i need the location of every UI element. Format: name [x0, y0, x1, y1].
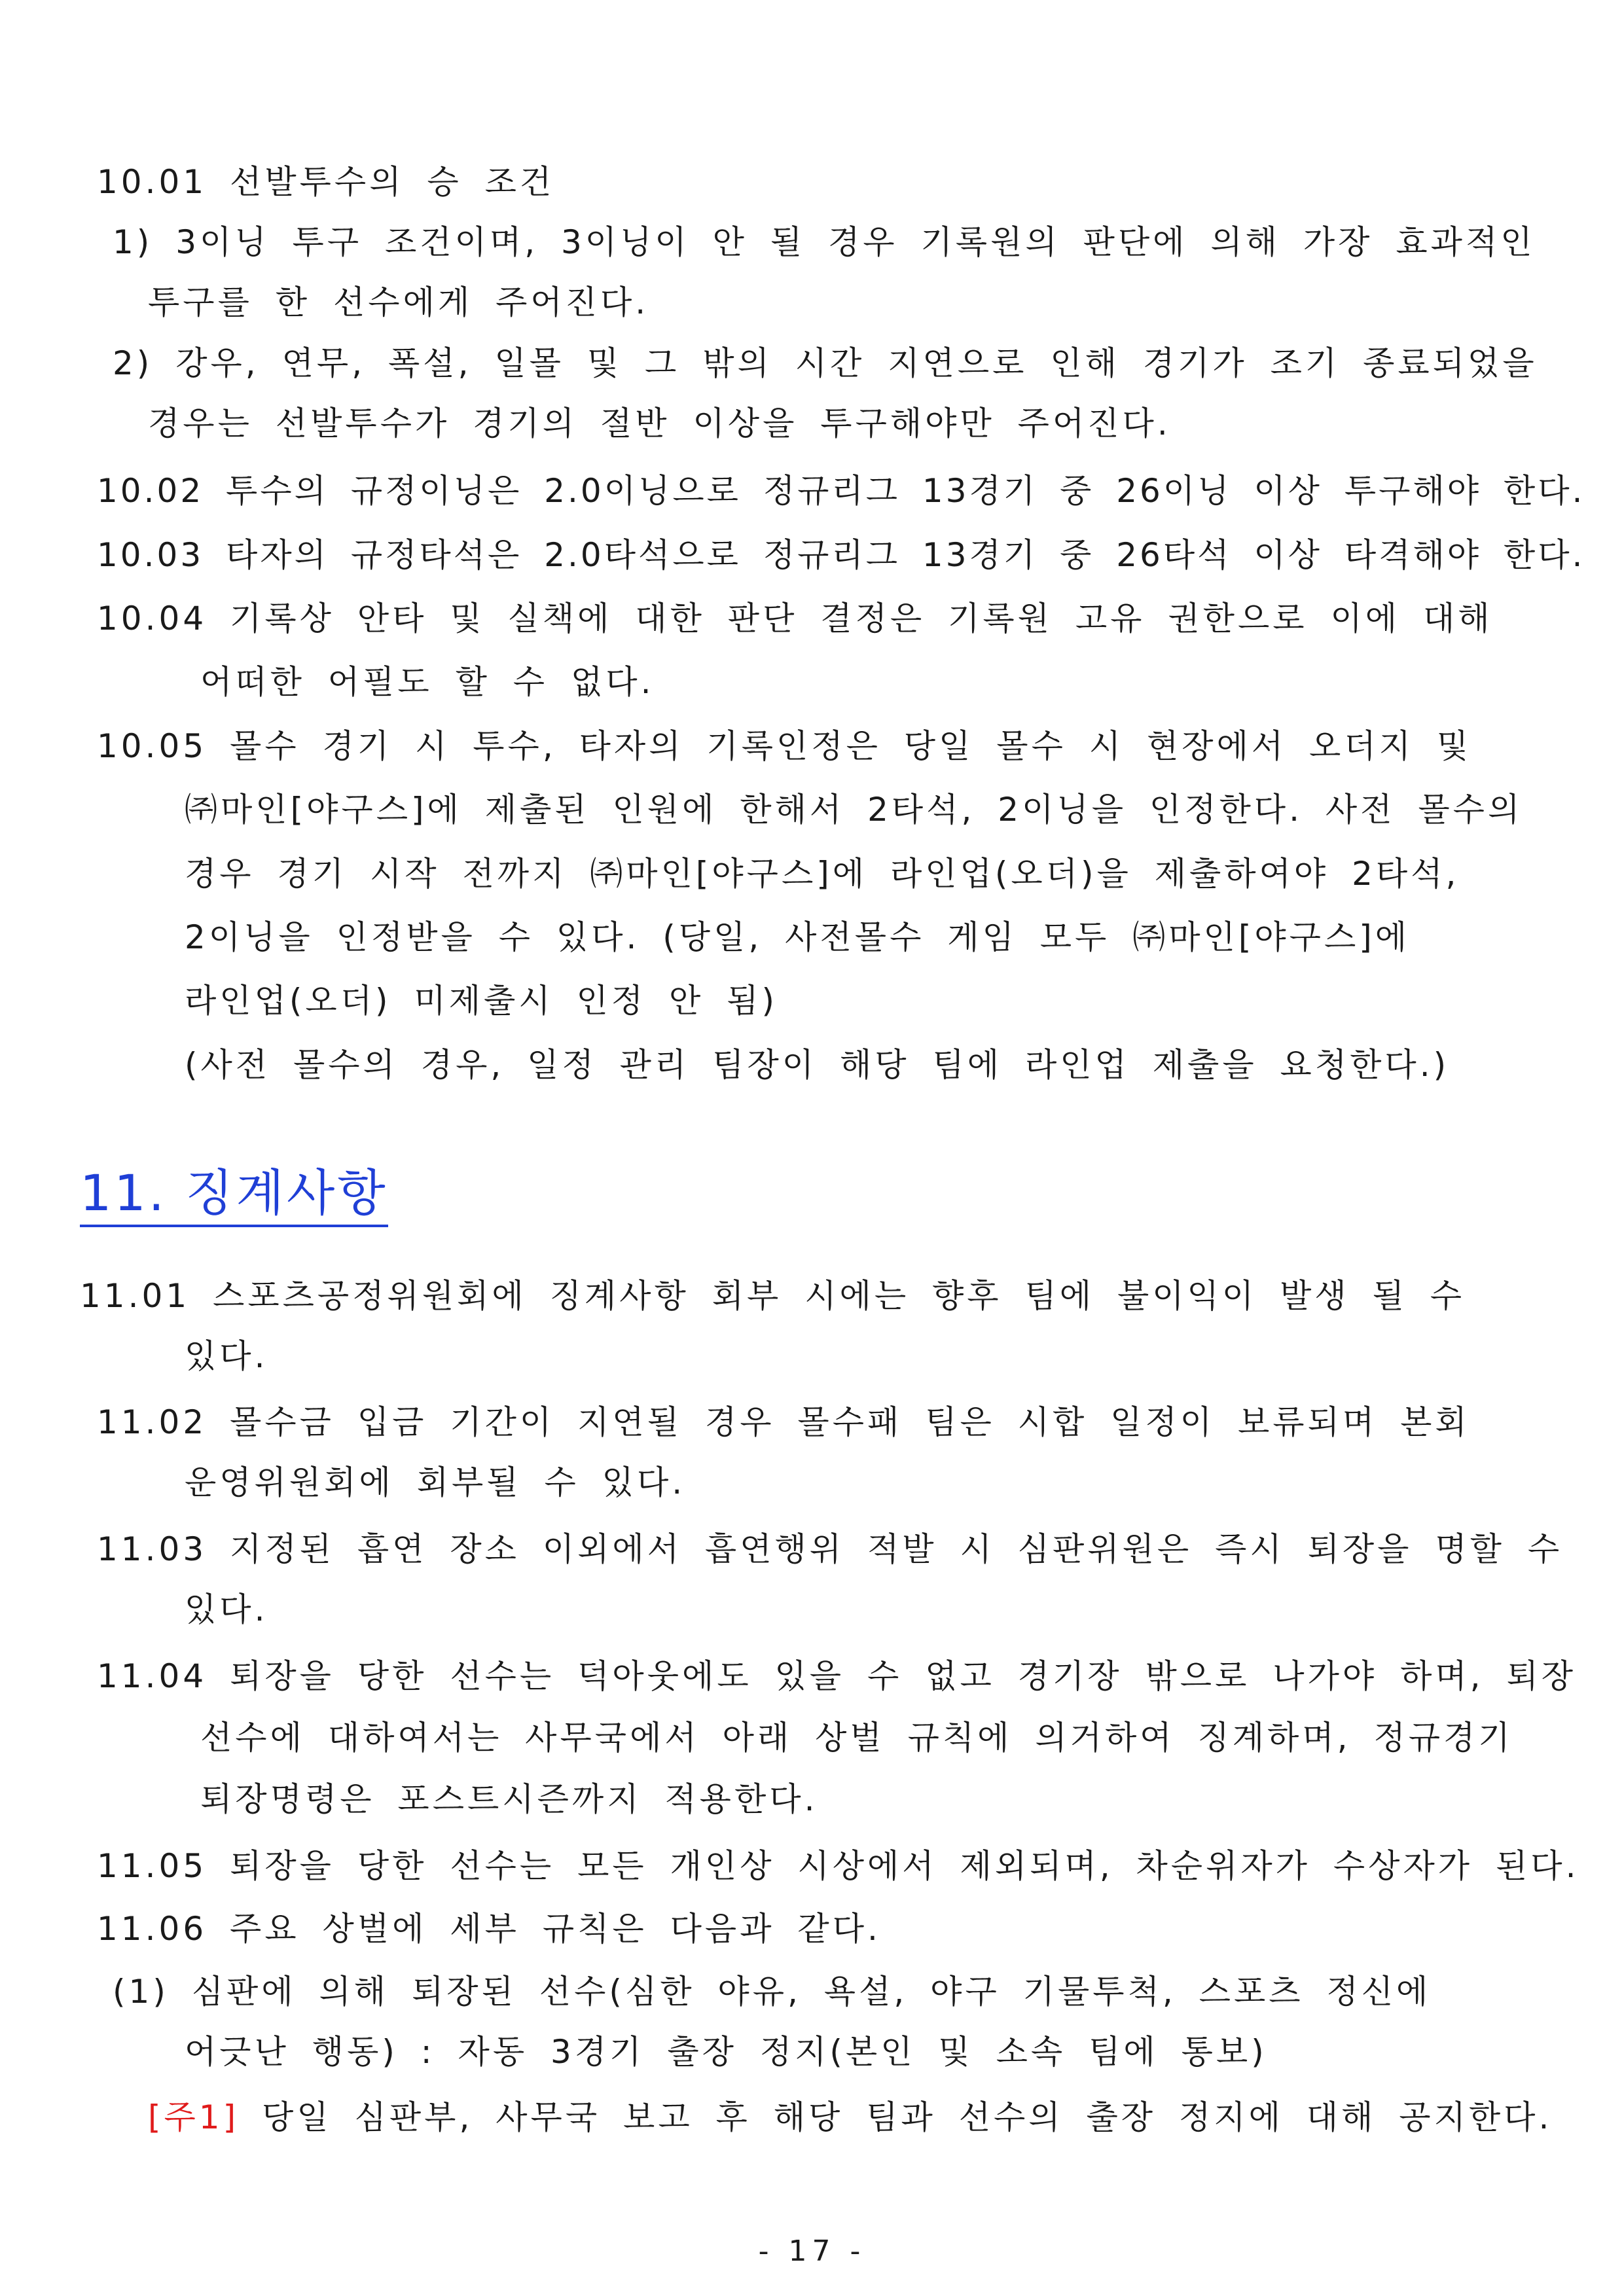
clause-11-04-cont-2: 퇴장명령은 포스트시즌까지 적용한다.: [200, 1780, 818, 1818]
clause-10-04: 10.04 기록상 안타 및 실책에 대한 판단 결정은 기록원 고유 권한으로 이에 대해: [97, 600, 1493, 637]
note-text: 당일 심판부, 사무국 보고 후 해당 팀과 선수의 출장 정지에 대해 공지한다.: [262, 2098, 1553, 2136]
clause-10-05-cont-2: 경우 경기 시작 전까지 ㈜마인[야구스]에 라인업(오더)을 제출하여야 2타석,: [185, 855, 1460, 893]
clause-10-05-cont-4: 라인업(오더) 미제출시 인정 안 됨): [185, 982, 778, 1020]
clause-11-06: 11.06 주요 상벌에 세부 규칙은 다음과 같다.: [97, 1910, 881, 1948]
clause-10-01-item-1-cont: 투구를 한 선수에게 주어진다.: [148, 283, 649, 321]
clause-11-02-cont: 운영위원회에 회부될 수 있다.: [185, 1463, 686, 1501]
clause-11-04-cont-1: 선수에 대하여서는 사무국에서 아래 상벌 규칙에 의거하여 징계하며, 정규경기: [200, 1719, 1513, 1757]
clause-10-01-title: 10.01 선발투수의 승 조건: [97, 163, 555, 201]
note-tag: [주1]: [148, 2098, 240, 2136]
clause-11-04: 11.04 퇴장을 당한 선수는 덕아웃에도 있을 수 없고 경기장 밖으로 나가야 하며, 퇴장: [97, 1657, 1577, 1695]
clause-10-05-cont-1: ㈜마인[야구스]에 제출된 인원에 한해서 2타석, 2이닝을 인정한다. 사전 몰수의: [185, 791, 1523, 829]
clause-10-01-item-1: 1) 3이닝 투구 조건이며, 3이닝이 안 될 경우 기록원의 판단에 의해 가장 효과적인: [113, 223, 1536, 261]
clause-11-06-note-1: [148, 2094, 1552, 2140]
clause-10-05: 10.05 몰수 경기 시 투수, 타자의 기록인정은 당일 몰수 시 현장에서 오더지 및: [97, 727, 1472, 765]
clause-10-01-item-2: 2) 강우, 연무, 폭설, 일몰 및 그 밖의 시간 지연으로 인해 경기가 조기 종료되었을: [113, 344, 1538, 382]
clause-10-01-item-2-cont: 경우는 선발투수가 경기의 절반 이상을 투구해야만 주어진다.: [148, 404, 1171, 442]
section-11-heading: 11. 징계사항: [80, 1162, 388, 1227]
clause-11-02: 11.02 몰수금 입금 기간이 지연될 경우 몰수패 팀은 시합 일정이 보류되며 본회: [97, 1403, 1470, 1441]
clause-10-03: 10.03 타자의 규정타석은 2.0타석으로 정규리그 13경기 중 26타석 이상 타격해야 한다.: [97, 536, 1585, 574]
clause-11-03: 11.03 지정된 흡연 장소 이외에서 흡연행위 적발 시 심판위원은 즉시 퇴장을 명할 수: [97, 1530, 1563, 1568]
clause-11-06-item-1: (1) 심판에 의해 퇴장된 선수(심한 야유, 욕설, 야구 기물투척, 스포츠 정신에: [113, 1973, 1432, 2011]
page-number: - 17 -: [758, 2234, 866, 2268]
clause-11-01: 11.01 스포츠공정위원회에 징계사항 회부 시에는 향후 팀에 불이익이 발생 될 수: [80, 1277, 1466, 1315]
clause-10-02: 10.02 투수의 규정이닝은 2.0이닝으로 정규리그 13경기 중 26이닝 이상 투구해야 한다.: [97, 472, 1585, 510]
clause-11-03-cont: 있다.: [185, 1590, 268, 1628]
clause-10-05-cont-3: 2이닝을 인정받을 수 있다. (당일, 사전몰수 게임 모두 ㈜마인[야구스]에: [185, 918, 1411, 956]
clause-11-06-item-1-cont: 어긋난 행동) : 자동 3경기 출장 정지(본인 및 소속 팀에 통보): [185, 2033, 1267, 2071]
clause-10-04-cont: 어떠한 어필도 할 수 없다.: [200, 663, 655, 701]
clause-11-05: 11.05 퇴장을 당한 선수는 모든 개인상 시상에서 제외되며, 차순위자가 수상자가 된다.: [97, 1847, 1579, 1885]
clause-10-05-note: (사전 몰수의 경우, 일정 관리 팀장이 해당 팀에 라인업 제출을 요청한다.): [185, 1046, 1450, 1084]
clause-11-01-cont: 있다.: [185, 1337, 268, 1375]
